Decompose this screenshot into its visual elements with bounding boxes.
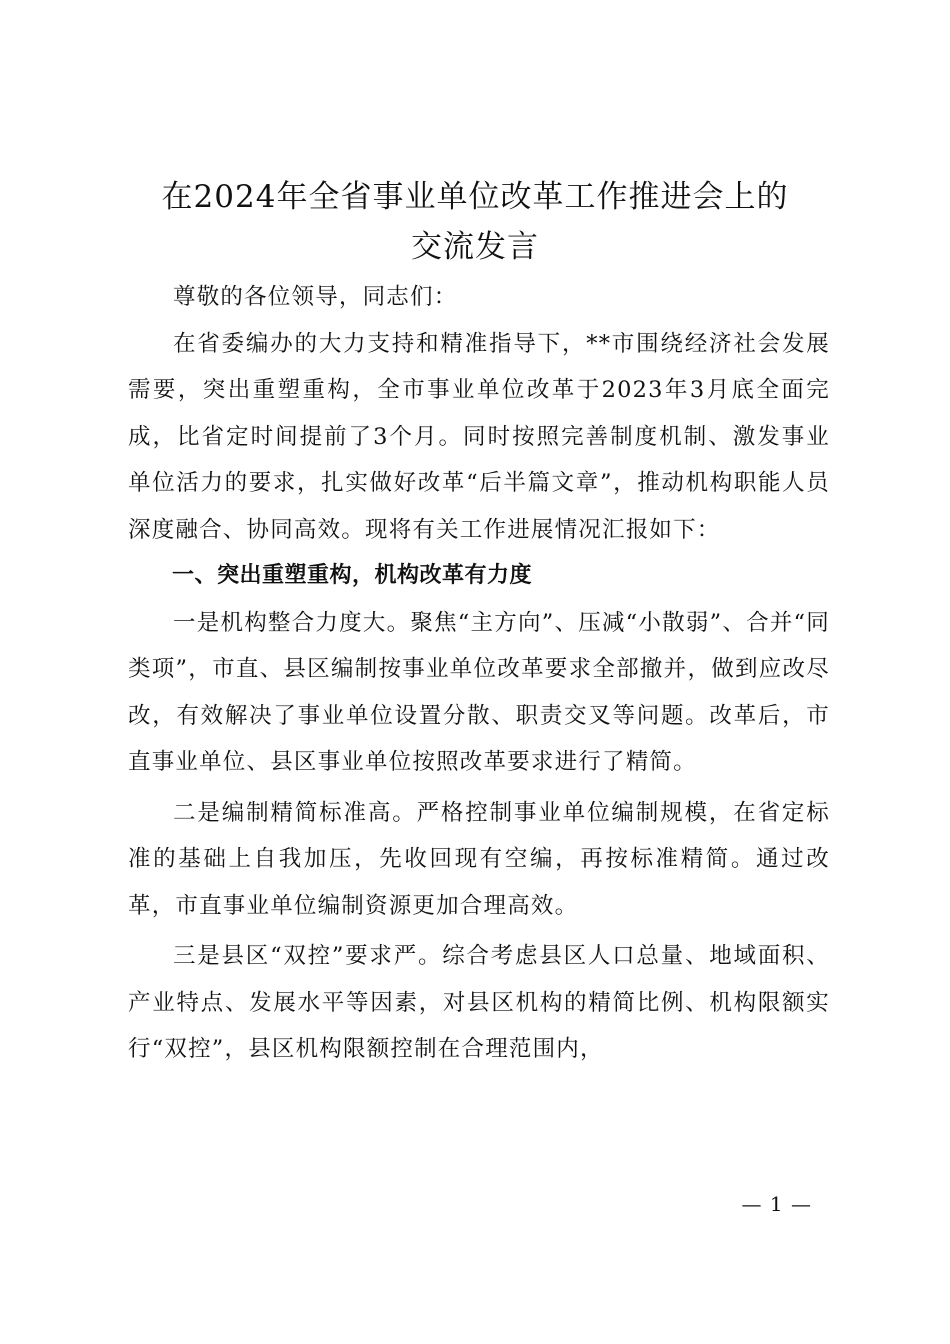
paragraph-3: 三是县区“双控”要求严。综合考虑县区人口总量、地域面积、产业特点、发展水平等因素，对县区机构的精简比例、机构限额实行“双控”，县区机构限额控制在合理范围内， bbox=[128, 943, 830, 1062]
document-title bbox=[118, 172, 832, 272]
page-number: — 1 — bbox=[741, 1192, 812, 1216]
section-heading-1: 一、突出重塑重构，机构改革有力度 bbox=[172, 563, 533, 588]
title-line-2: 交流发言 bbox=[411, 229, 539, 265]
title-line-1: 在2024年全省事业单位改革工作推进会上的 bbox=[161, 179, 789, 215]
paragraph-2: 二是编制精简标准高。严格控制事业单位编制规模，在省定标准的基础上自我加压，先收回现有空编，再按标准精简。通过改革，市直事业单位编制资源更加合理高效。 bbox=[128, 799, 830, 919]
paragraph-1: 一是机构整合力度大。聚焦“主方向”、压减“小散弱”、合并“同类项”，市直、县区编制按事业单位改革要求全部撤并，做到应改尽改，有效解决了事业单位设置分散、职责交叉等问题。改革后，市直事业单位、县区事业单位按照改革要求进行了精简。 bbox=[128, 609, 830, 775]
document-body bbox=[128, 274, 830, 1073]
intro-paragraph: 在省委编办的大力支持和精准指导下，**市围绕经济社会发展需要，突出重塑重构，全市事业单位改革于2023年3月底全面完成，比省定时间提前了3个月。同时按照完善制度机制、激发事业单位活力的要求，扎实做好改革“后半篇文章”，推动机构职能人员深度融合、协同高效。现将有关工作进展情况汇报如下： bbox=[128, 330, 830, 543]
greeting-paragraph: 尊敬的各位领导，同志们： bbox=[173, 284, 458, 310]
